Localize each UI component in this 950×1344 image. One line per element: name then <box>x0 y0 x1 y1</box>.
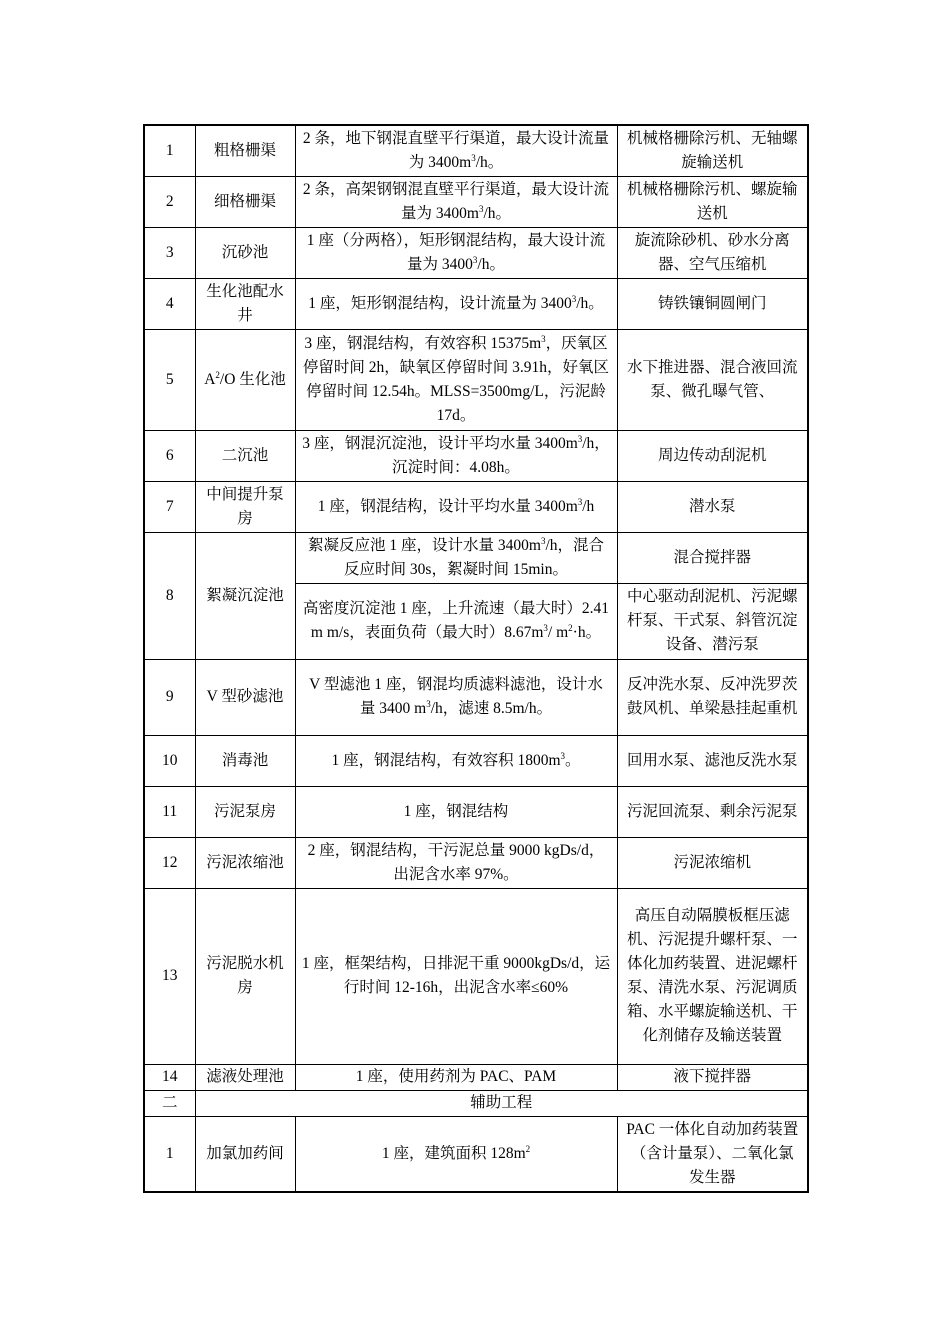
unit-equipment: 反冲洗水泵、反冲洗罗茨鼓风机、单梁悬挂起重机 <box>617 659 808 735</box>
row-number: 5 <box>144 329 195 430</box>
row-number: 9 <box>144 659 195 735</box>
unit-spec: 1 座，钢混结构，设计平均水量 $3400m^3/h$ <box>295 481 617 532</box>
table-row <box>144 1116 808 1192</box>
unit-name: V 型砂滤池 <box>195 659 295 735</box>
table-row <box>144 481 808 532</box>
unit-spec: 1 座（分两格），矩形钢混结构，最大设计流量为 3400$^3$/h。 <box>295 227 617 278</box>
unit-name: 滤液处理池 <box>195 1064 295 1090</box>
section-number: 二 <box>144 1090 195 1116</box>
unit-name: 絮凝沉淀池 <box>195 532 295 659</box>
unit-spec: 1 座，钢混结构，有效容积 $1800m^3$。 <box>295 735 617 786</box>
unit-equipment: PAC 一体化自动加药装置（含计量泵）、二氧化氯发生器 <box>617 1116 808 1192</box>
unit-name: 沉砂池 <box>195 227 295 278</box>
unit-spec: 1 座，框架结构，日排泥干重 9000kgDs/d，运行时间 12-16h，出泥含水率≤60% <box>295 888 617 1064</box>
unit-name: 加氯加药间 <box>195 1116 295 1192</box>
row-number: 14 <box>144 1064 195 1090</box>
section-row <box>144 1090 808 1116</box>
unit-equipment: 旋流除砂机、砂水分离器、空气压缩机 <box>617 227 808 278</box>
unit-equipment: 水下推进器、混合液回流泵、微孔曝气管、 <box>617 329 808 430</box>
unit-spec: 2 条，地下钢混直壁平行渠道，最大设计流量为 $3400m^3/h$。 <box>295 125 617 176</box>
unit-spec: 高密度沉淀池 1 座，上升流速（最大时）2.41m m/s，表面负荷（最大时）$8.67m^3/$ $m^2\cdot h$。 <box>295 583 617 659</box>
unit-spec: 1 座，建筑面积 $128m^2$ <box>295 1116 617 1192</box>
unit-name: 二沉池 <box>195 430 295 481</box>
unit-equipment: 液下搅拌器 <box>617 1064 808 1090</box>
unit-spec: 3 座，钢混沉淀池，设计平均水量 $3400m^3/h$，沉淀时间：4.08h。 <box>295 430 617 481</box>
unit-name: $A^2/O$ 生化池 <box>195 329 295 430</box>
unit-spec: 3 座，钢混结构，有效容积 $15375m^3$，厌氧区停留时间 2h，缺氧区停留时间 3.91h，好氧区停留时间 12.54h。MLSS=3500mg/L，污泥龄 17d。 <box>295 329 617 430</box>
row-number: 11 <box>144 786 195 837</box>
process-units-table <box>143 124 809 1193</box>
table-row <box>144 227 808 278</box>
table-row <box>144 659 808 735</box>
unit-equipment: 机械格栅除污机、无轴螺旋输送机 <box>617 125 808 176</box>
unit-name: 细格栅渠 <box>195 176 295 227</box>
table-row <box>144 735 808 786</box>
unit-spec: 2 座，钢混结构，干污泥总量 9000 kgDs/d，出泥含水率 97%。 <box>295 837 617 888</box>
table-row <box>144 837 808 888</box>
table-row <box>144 1064 808 1090</box>
table-row <box>144 786 808 837</box>
unit-equipment: 污泥浓缩机 <box>617 837 808 888</box>
row-number: 12 <box>144 837 195 888</box>
unit-equipment: 机械格栅除污机、螺旋输送机 <box>617 176 808 227</box>
table-row <box>144 278 808 329</box>
table-row <box>144 176 808 227</box>
unit-equipment: 中心驱动刮泥机、污泥螺杆泵、干式泵、斜管沉淀设备、潜污泵 <box>617 583 808 659</box>
unit-name: 污泥浓缩池 <box>195 837 295 888</box>
unit-equipment: 高压自动隔膜板框压滤机、污泥提升螺杆泵、一体化加药装置、进泥螺杆泵、清洗水泵、污泥调质箱、水平螺旋输送机、干化剂储存及输送装置 <box>617 888 808 1064</box>
row-number: 7 <box>144 481 195 532</box>
unit-name: 污泥泵房 <box>195 786 295 837</box>
row-number: 13 <box>144 888 195 1064</box>
row-number: 2 <box>144 176 195 227</box>
unit-name: 污泥脱水机房 <box>195 888 295 1064</box>
table-row <box>144 888 808 1064</box>
unit-spec: V 型滤池 1 座，钢混均质滤料滤池，设计水量 3400 $m^3/h$，滤速 8.5m/h。 <box>295 659 617 735</box>
unit-spec: 1 座，钢混结构 <box>295 786 617 837</box>
row-number: 1 <box>144 125 195 176</box>
unit-spec: 絮凝反应池 1 座，设计水量 $3400m^3/h$，混合反应时间 30s，絮凝时间 15min。 <box>295 532 617 583</box>
unit-equipment: 混合搅拌器 <box>617 532 808 583</box>
unit-name: 生化池配水井 <box>195 278 295 329</box>
row-number: 4 <box>144 278 195 329</box>
row-number: 6 <box>144 430 195 481</box>
row-number: 1 <box>144 1116 195 1192</box>
table-row <box>144 532 808 583</box>
row-number: 3 <box>144 227 195 278</box>
unit-equipment: 铸铁镶铜圆闸门 <box>617 278 808 329</box>
section-title: 辅助工程 <box>195 1090 808 1116</box>
row-number: 10 <box>144 735 195 786</box>
unit-name: 中间提升泵房 <box>195 481 295 532</box>
unit-equipment: 周边传动刮泥机 <box>617 430 808 481</box>
table-row <box>144 125 808 176</box>
unit-name: 粗格栅渠 <box>195 125 295 176</box>
unit-equipment: 潜水泵 <box>617 481 808 532</box>
unit-equipment: 污泥回流泵、剩余污泥泵 <box>617 786 808 837</box>
unit-equipment: 回用水泵、滤池反洗水泵 <box>617 735 808 786</box>
unit-spec: 2 条，高架钢钢混直壁平行渠道，最大设计流量为 $3400m^3/h$。 <box>295 176 617 227</box>
table-row <box>144 430 808 481</box>
row-number: 8 <box>144 532 195 659</box>
unit-name: 消毒池 <box>195 735 295 786</box>
table-row <box>144 329 808 430</box>
unit-spec: 1 座，使用药剂为 PAC、PAM <box>295 1064 617 1090</box>
unit-spec: 1 座，矩形钢混结构，设计流量为 3400$^3$/h。 <box>295 278 617 329</box>
